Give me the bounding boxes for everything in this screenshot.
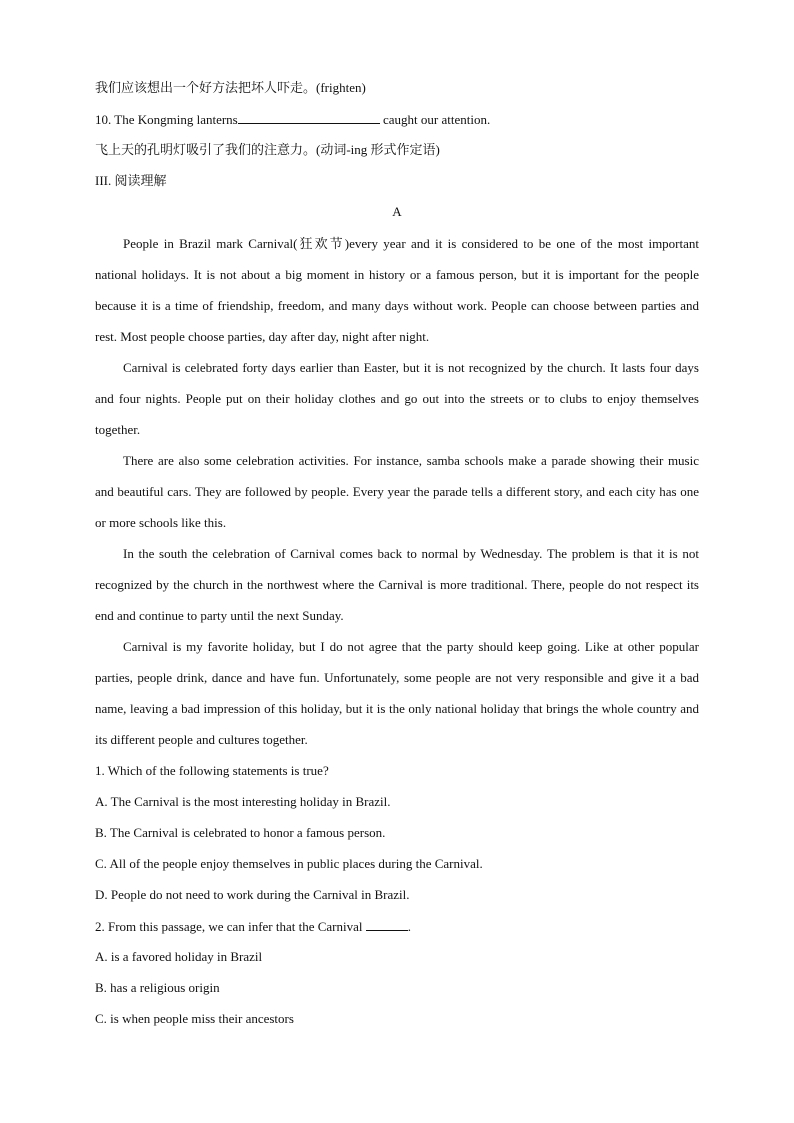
question-1-option-d[interactable]: D. People do not need to work during the Carnival in Brazil. <box>95 887 410 902</box>
question-2-stem <box>95 916 699 947</box>
question-2-option-a[interactable]: A. is a favored holiday in Brazil <box>95 949 263 964</box>
passage-paragraph: Carnival is my favorite holiday, but I do not agree that the party should keep going. Like at other popular parties, people drink, dance and have fun. Unfortunately, some people are not very responsible and give it a bad name, leaving a bad impression of this holiday, but it is the only national holiday that brings the whole country and its different people and cultures together. <box>95 639 699 747</box>
passage-paragraph: In the south the celebration of Carnival comes back to normal by Wednesday. The problem is that it is not recognized by the church in the northwest where the Carnival is more traditional. There, people do not respect its end and continue to party until the next Sunday. <box>95 546 699 623</box>
reading-passage <box>95 228 699 755</box>
answer-blank[interactable] <box>238 109 380 124</box>
question-2-option-c[interactable]: C. is when people miss their ancestors <box>95 1011 294 1026</box>
passage-label: A <box>392 204 402 219</box>
passage-paragraph: There are also some celebration activities. For instance, samba schools make a parade showing their music and beautiful cars. They are followed by people. Every year the parade tells a different story, and each city has one or more schools like this. <box>95 453 699 530</box>
question-1-stem: 1. Which of the following statements is true? <box>95 763 329 778</box>
passage-paragraph: People in Brazil mark Carnival(狂欢节)every year and it is considered to be one of the most important national holidays. It is not about a big moment in history or a famous person, but it is important for the people because it is a time of friendship, freedom, and many days without work. People can choose between parties and rest. Most people choose parties, day after day, night after night. <box>95 236 699 344</box>
question-10-prefix: 10. The Kongming lanterns <box>95 112 238 127</box>
translation-line-9: 我们应该想出一个好方法把坏人吓走。(frighten) <box>95 80 366 95</box>
document-content <box>95 78 699 1040</box>
question-1-option-a[interactable]: A. The Carnival is the most interesting holiday in Brazil. <box>95 794 391 809</box>
question-1-option-c[interactable]: C. All of the people enjoy themselves in public places during the Carnival. <box>95 856 483 871</box>
question-10-suffix: caught our attention. <box>379 112 491 127</box>
question-2-option-b[interactable]: B. has a religious origin <box>95 980 220 995</box>
passage-paragraph: Carnival is celebrated forty days earlier than Easter, but it is not recognized by the church. It lasts four days and four nights. People put on their holiday clothes and go out into the streets or to clubs to enjoy themselves together. <box>95 360 699 437</box>
question-2-stem-suffix: . <box>407 919 412 934</box>
translation-line-10: 飞上天的孔明灯吸引了我们的注意力。(动词-ing 形式作定语) <box>95 142 440 157</box>
question-10 <box>95 109 699 140</box>
question-2-stem-prefix: 2. From this passage, we can infer that the Carnival <box>95 919 366 934</box>
answer-blank[interactable] <box>366 916 408 931</box>
section-heading: III. 阅读理解 <box>95 173 167 188</box>
question-1-option-b[interactable]: B. The Carnival is celebrated to honor a famous person. <box>95 825 386 840</box>
